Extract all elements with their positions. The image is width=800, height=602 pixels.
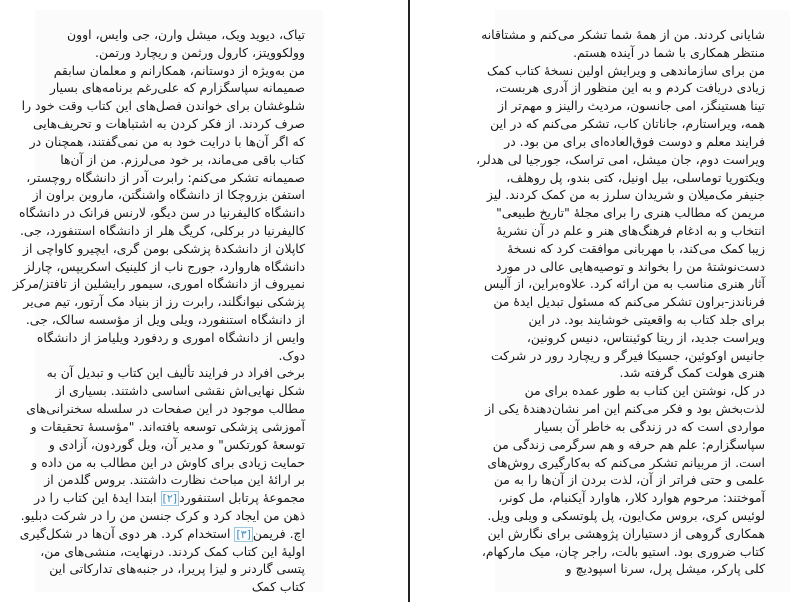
text-line: کتاب ضروری بود. استیو بالت، راجر چان، میک مارکهام، bbox=[481, 543, 765, 559]
text-line: وایس از دانشگاه اموری و ردفورد ویلیامز از دانشگاه bbox=[36, 329, 305, 345]
text-line: جنیفر مک‌میلان و شریدان سلرز به من کمک کردند. لیز bbox=[486, 187, 765, 203]
text-line: من برای سازماندهی و ویرایش اولین نسخهٔ کتاب کمک bbox=[486, 62, 765, 78]
page-text bbox=[445, 26, 765, 578]
text-line: همکاری گروهی از دستیاران پژوهشی برای نگارش این bbox=[487, 525, 765, 541]
text-line: بر ارائهٔ این مباحث نظارت داشتند. بروس گلدمن از bbox=[44, 472, 305, 488]
text-line: ویراست جدید، از ریتا کوئینتاس، دنیس کرونین، bbox=[526, 329, 765, 345]
text-line: لذت‌بخش بود و فکر می‌کنم این امر نشان‌دهندهٔ یکی از bbox=[485, 401, 765, 417]
text-line: زیبا کمک می‌کند، با مهربانی موافقت کرد که نسخهٔ bbox=[507, 240, 765, 256]
text-line: دست‌نوشتهٔ من را بخواند و توصیه‌هایی عالی در مورد bbox=[495, 258, 765, 274]
text-line: مریمن که مطالب هنری را برای مجلهٔ "تاریخ طبیعی" bbox=[496, 205, 765, 221]
text-line: برخی افراد در فرایند تألیف این کتاب و تبدیل آن به bbox=[46, 365, 305, 381]
text-line: دوک. bbox=[278, 347, 305, 363]
text-line: لوئیس کری، بروس مک‌ایون، پل پلوتسکی و ویلی ویل. bbox=[487, 507, 765, 523]
text-line: حمایت زیادی برای کاوش در این مطالب به من داده و bbox=[31, 454, 305, 470]
footnote-link[interactable]: [۳] bbox=[236, 527, 251, 541]
text-line: صمیمانه سپاسگزارم که علی‌رغم برنامه‌های بسیار bbox=[49, 80, 305, 96]
text-line: ویکتوریا توماسلی، بیل اونیل، کتی بندو، پل روهلف، bbox=[506, 169, 765, 185]
text-line: استفن بزروچکا از دانشگاه واشنگتن، ماروین براون از bbox=[32, 187, 305, 203]
text-line bbox=[5, 525, 305, 543]
text-line bbox=[5, 489, 305, 507]
text-line: اولیهٔ این کتاب کمک کردند. درنهایت، منشی‌های من، bbox=[40, 543, 305, 559]
text-line: کتاب باقی می‌ماند، بر خود می‌لرزم. من از آن‌ها bbox=[60, 151, 305, 167]
footnote-link[interactable]: [۲] bbox=[162, 492, 178, 506]
text-line: آموزشی پزشکی توسعه یافته‌اند. "مؤسسهٔ تحقیقات و bbox=[30, 418, 305, 434]
text-line: صمیمانه تشکر می‌کنم: رابرت آدر از دانشگاه روچستر، bbox=[26, 169, 305, 185]
text-line: دانشگاه کالیفرنیا در سن دیگو، لارنس فرانک در دانشگاه bbox=[19, 205, 305, 221]
text-line: نمیروف از دانشگاه اموری، سیمور رایشلین از تافتز/مرکز bbox=[12, 276, 305, 292]
text-line: شکل نهایی‌اش نقشی اساسی داشتند. بسیاری از bbox=[55, 383, 305, 399]
text-segment: ابتدا ایدهٔ این کتاب را در bbox=[34, 490, 161, 506]
text-line: فرناندز-براون تشکر می‌کنم که مسئول تبدیل ایدهٔ من bbox=[493, 294, 765, 310]
text-line: دانشگاه هاروارد، جورج ناب از کلینیک اسکریپس، چارلز bbox=[24, 258, 305, 274]
text-line: توسعهٔ کورتکس" و مدیر آن، ویل گوردون، آزادی و bbox=[48, 436, 305, 452]
text-line: برای جلد کتاب به واقعیتی خوشایند بود. در این bbox=[528, 312, 765, 327]
text-line: در کل، نوشتن این کتاب به طور عمده برای من bbox=[524, 383, 765, 399]
text-line: شلوغشان برای خواندن فصل‌های این کتاب وقت خود را bbox=[21, 98, 305, 114]
text-line: آثار هنری مناسب به من ارائه کرد. علاوه‌براین، از آلیس bbox=[484, 276, 765, 292]
text-segment: استخدام کرد. هر دوی آن‌ها در شکل‌گیری bbox=[19, 525, 235, 541]
text-line: پتسی گاردنر و لیزا پریرا، در جنبه‌های تدارکاتی این bbox=[49, 561, 305, 577]
text-line: همه، ویراستارم، جاناتان کاب، تشکر می‌کنم که در این bbox=[490, 116, 765, 132]
text-line: سپاسگزارم: علم هم حرفه و هم سرگرمی زندگی من bbox=[492, 436, 765, 452]
text-line: کتاب کمک bbox=[251, 579, 305, 595]
text-line: مواردی است که در زندگی به خاطر آن بسیار bbox=[534, 418, 765, 434]
text-line: وولکوویتز، کارول ورثمن و ریچارد ورتمن. bbox=[95, 44, 305, 60]
text-line: هنری هولت کمک گرفته شد. bbox=[619, 365, 765, 381]
text-segment: اچ. فریمن bbox=[252, 525, 305, 541]
text-line: ویراست دوم، جان میشل، امی تراسک، جورجیا لی هدلر، bbox=[476, 151, 765, 167]
text-line: علمی و حتی فراتر از آن، لذت بردن از آن‌ها را به من bbox=[493, 472, 765, 488]
text-line: منتظر همکاری با شما در آینده هستم. bbox=[573, 44, 765, 60]
page-divider bbox=[408, 0, 410, 602]
text-line: کاپلان از دانشکدهٔ پزشکی بومن گری، ایچیرو کاواچی از bbox=[22, 240, 305, 256]
text-line: صرف کردند. از فکر کردن به اشتباهات و تحریف‌هایی bbox=[32, 116, 305, 132]
text-line: شایانی کردند. من از همهٔ شما تشکر می‌کنم و مشتاقانه bbox=[481, 27, 765, 42]
text-line: تیاک، دیوید ویک، میشل وارن، جی وایس، اوون bbox=[67, 27, 305, 42]
text-line: تینا هستینگز، امی جانسون، مردیث رالینز و مهم‌تر از bbox=[498, 98, 765, 114]
text-line: زیادی دریافت کردم و به این منظور از آدری هربست، bbox=[494, 80, 765, 96]
text-line: که اگر آن‌ها با درایت خود به من نمی‌گفتند، همچنان در bbox=[29, 133, 305, 149]
text-line: من به‌ویژه از دوستانم، همکارانم و معلمان سابقم bbox=[53, 62, 305, 78]
text-line: کالیفرنیا در برکلی، کریگ هلر از دانشگاه استنفورد، جی. bbox=[19, 222, 305, 238]
text-line: ذهن من ایجاد کرد و کرک جنسن من را در شرکت دبلیو. bbox=[20, 507, 305, 523]
text-line: از دانشگاه استنفورد، ویلی ویل از مؤسسه سالک، جی. bbox=[25, 312, 305, 327]
text-line: جانیس اوکوئین، جسیکا فیرگر و ریچارد رور در شرکت bbox=[490, 347, 765, 363]
text-segment: مجموعهٔ پرتابل استنفورد bbox=[179, 490, 305, 506]
text-line: پزشکی نیوانگلند، رابرت رز از بنیاد مک آرتور، تیم می‌یر bbox=[23, 294, 305, 310]
text-line: آموختند: مرحوم هوارد کلار، هاوارد آیکنبام، مل کونر، bbox=[498, 490, 765, 506]
text-line: کلی پارکر، میشل پرل، سرنا اسپودیچ و bbox=[565, 561, 765, 577]
right-page bbox=[411, 0, 800, 602]
text-line: فرایند معلم و دوست فوق‌العاده‌ای برای من بود. در bbox=[504, 133, 765, 149]
text-line: است. از مربیانم تشکر می‌کنم که به‌کارگیری روش‌های bbox=[487, 454, 765, 470]
text-line: انتخاب و به ادغام فرهنگ‌های هنر و علم در آن نشریهٔ bbox=[496, 222, 765, 238]
text-line: مطالب موجود در این صفحات در سلسله سخنرانی‌های bbox=[26, 401, 305, 417]
page-text bbox=[5, 26, 305, 596]
